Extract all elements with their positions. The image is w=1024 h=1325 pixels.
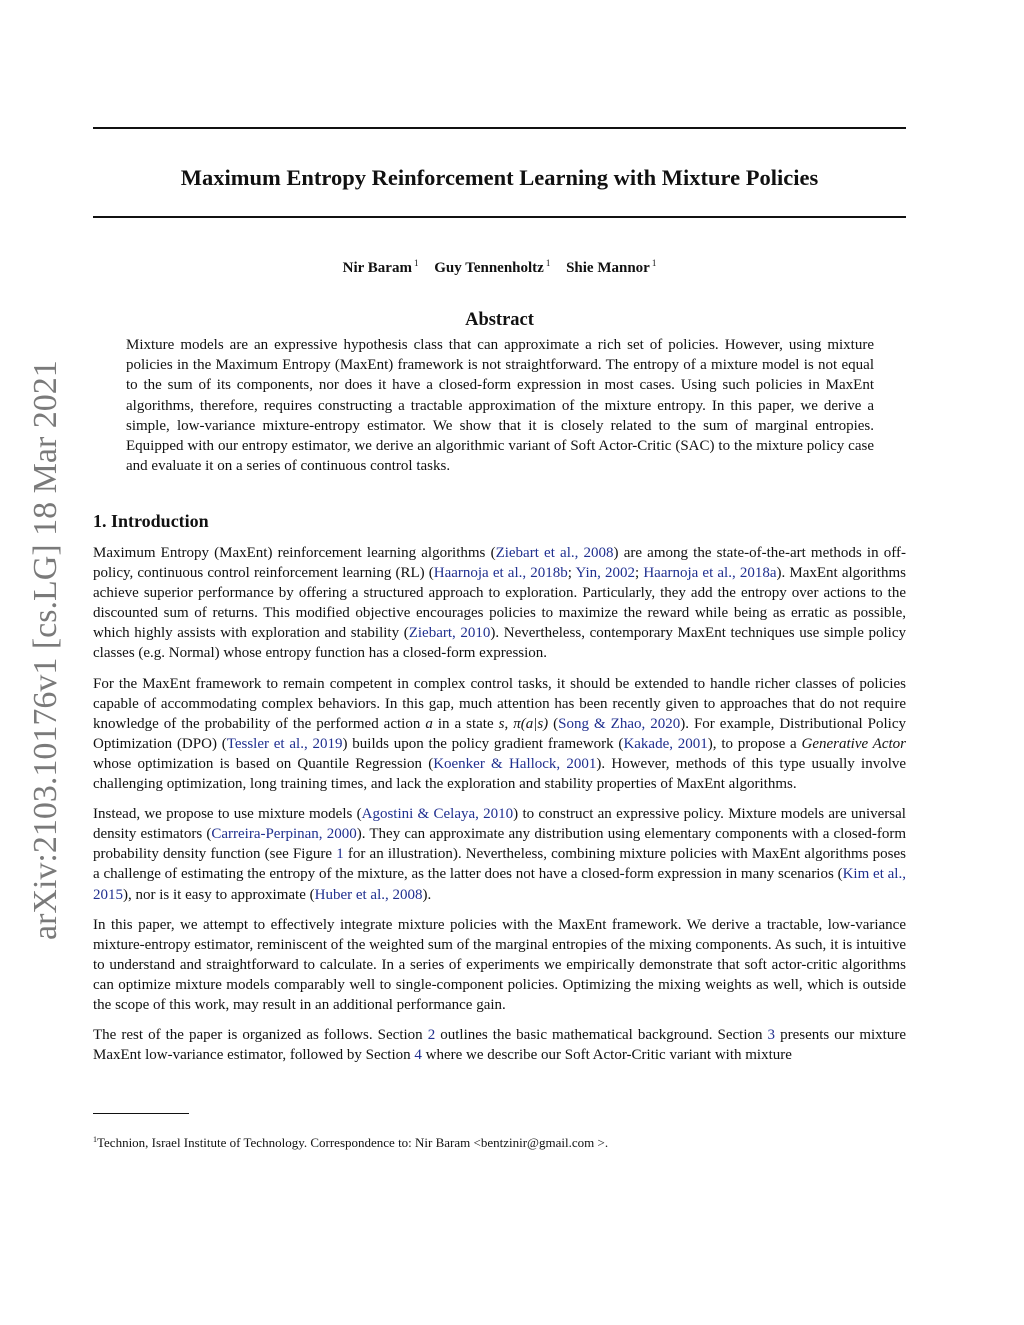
- text-run: Instead, we propose to use mixture models (: [93, 806, 362, 823]
- text-run: For the MaxEnt framework to remain competent in complex control tasks, it should be extended to handle richer classes of policies capable of accommodating complex behaviors. In this gap, much attention has been recently given to approaches that do not require knowledge of the probability of the performed action: [93, 675, 906, 732]
- citation-link[interactable]: Yin, 2002: [575, 565, 636, 582]
- paragraph: [93, 804, 906, 904]
- citation-link[interactable]: Tessler et al., 2019: [226, 735, 343, 752]
- text-run: ), to propose a: [707, 735, 802, 752]
- author: [434, 260, 550, 276]
- footnote-text: Technion, Israel Institute of Technology. Correspondence to: Nir Baram <bentzinir@gmail.com >.: [97, 1135, 609, 1150]
- citation-link[interactable]: Haarnoja et al., 2018b: [433, 565, 568, 582]
- author-name: Guy Tennenholtz: [434, 260, 544, 276]
- citation-link[interactable]: Kakade, 2001: [623, 735, 708, 752]
- section-reference-link[interactable]: 4: [414, 1047, 422, 1064]
- citation-link[interactable]: Ziebart et al., 2008: [495, 545, 614, 561]
- text-run: ). Nevertheless, contemporary MaxEnt techniques use simple policy classes (e.g. Normal) whose entropy function has a closed-form expression.: [93, 625, 906, 662]
- text-run: Maximum Entropy (MaxEnt) reinforcement learning algorithms (: [93, 545, 496, 561]
- math-symbol: a: [425, 715, 433, 732]
- footnote-rule: [93, 1113, 189, 1114]
- author-affiliation-mark: 1: [651, 258, 657, 268]
- section-reference-link[interactable]: 3: [767, 1027, 776, 1044]
- text-run: ) builds upon the policy gradient framework (: [342, 735, 624, 752]
- text-run: presents our mixture MaxEnt low-variance estimator, followed by Section: [93, 1027, 906, 1064]
- text-run: ), nor is it easy to approximate (: [123, 886, 315, 903]
- text-run: ) to construct an expressive policy. Mixture models are universal density estimators (: [93, 806, 906, 843]
- citation-link[interactable]: Agostini & Celaya, 2010: [361, 806, 514, 823]
- text-run: ;: [567, 565, 576, 582]
- emphasis: Generative Actor: [801, 735, 906, 752]
- figure-reference-link[interactable]: 1: [336, 846, 344, 863]
- citation-link[interactable]: Song & Zhao, 2020: [558, 715, 681, 732]
- text-run: ,: [504, 715, 514, 732]
- text-run: for an illustration). Nevertheless, combining mixture policies with MaxEnt algorithms poses a challenge of estimating the entropy of the mixture, as the latter does not have a closed-form expression in many scenarios (: [93, 846, 907, 883]
- text-run: ) are among the state-of-the-art methods in off-policy, continuous control reinforcement learning (RL) (: [93, 545, 906, 582]
- text-run: ). MaxEnt algorithms achieve superior performance by offering a structured approach to exploration. Particularly, they add the entropy over actions to the discounted sum of returns. This modified objective encourages policies to maximize the reward while being as erratic as possible, which highly assists with exploration and stability (: [93, 565, 906, 642]
- section-reference-link[interactable]: 2: [427, 1027, 436, 1044]
- section-heading-introduction: 1. Introduction: [93, 511, 209, 531]
- citation-link[interactable]: Huber et al., 2008: [314, 886, 423, 903]
- title-top-rule: [93, 127, 906, 129]
- paragraph: [93, 1025, 906, 1065]
- footnote-mark: 1: [93, 1135, 97, 1144]
- paragraph: [93, 674, 906, 795]
- citation-link[interactable]: Koenker & Hallock, 2001: [433, 755, 597, 772]
- footnote: [93, 1131, 906, 1151]
- citation-link[interactable]: Ziebart, 2010: [408, 625, 491, 642]
- author-affiliation-mark: 1: [413, 258, 419, 268]
- author-affiliation-mark: 1: [545, 258, 551, 268]
- author: [343, 260, 419, 276]
- text-run: in a state: [432, 715, 499, 732]
- text-run: ;: [635, 565, 644, 582]
- abstract-text: Mixture models are an expressive hypothesis class that can approximate a rich set of policies. However, using mixture policies in the Maximum Entropy (MaxEnt) framework is not straightforward. The entropy of a mixture model is not equal to the sum of its components, nor does it have a closed-form expression in most cases. Using such policies in MaxEnt algorithms, therefore, requires constructing a tractable approximation of the mixture entropy. In this paper, we derive a simple, low-variance mixture-entropy estimator. We show that it is closely related to the sum of marginal entropies. Equipped with our entropy estimator, we derive an algorithmic variant of Soft Actor-Critic (SAC) to the mixture policy case and evaluate it on a series of continuous control tasks.: [126, 337, 874, 475]
- citation-link[interactable]: Carreira-Perpinan, 2000: [211, 826, 357, 843]
- text-run: outlines the basic mathematical background. Section: [435, 1027, 768, 1044]
- text-run: ). However, methods of this type usually involve challenging optimization, long training times, and lack the exploration and stability properties of MaxEnt algorithms.: [93, 755, 907, 793]
- math-expression: π(a|s): [513, 715, 549, 732]
- text-run: ).: [422, 886, 432, 903]
- text-run: ). For example, Distributional Policy Optimization (DPO) (: [93, 715, 906, 752]
- citation-link[interactable]: Kim et al., 2015: [93, 866, 906, 903]
- paragraph: In this paper, we attempt to effectively integrate mixture policies with the MaxEnt framework. We derive a tractable, low-variance mixture-entropy estimator, reminiscent of the weighted sum of the marginal entropies of the mixing components. As such, it is intuitive to understand and straightforward to calculate. In a series of experiments we empirically demonstrate that soft actor-critic algorithms can optimize mixture models comparably well to single-component policies. Optimizing the mixing weights as well, which is outside the scope of this work, may result in an additional performance gain.: [93, 916, 906, 1013]
- author-name: Shie Mannor: [566, 260, 650, 276]
- title-bottom-rule: [93, 216, 906, 218]
- abstract-heading: Abstract: [465, 310, 534, 330]
- text-run: The rest of the paper is organized as follows. Section: [93, 1027, 428, 1044]
- citation-link[interactable]: Haarnoja et al., 2018a: [643, 565, 777, 582]
- paper-title: Maximum Entropy Reinforcement Learning with Mixture Policies: [180, 165, 819, 190]
- text-run: whose optimization is based on Quantile Regression (: [93, 755, 434, 772]
- author: [566, 260, 656, 276]
- paragraph: [93, 543, 906, 664]
- text-run: where we describe our Soft Actor-Critic variant with mixture: [421, 1047, 792, 1064]
- author-name: Nir Baram: [342, 260, 412, 276]
- text-run: ). They can approximate any distribution using elementary components with a closed-form probability density function (see Figure: [93, 826, 906, 863]
- math-symbol: s: [498, 715, 505, 732]
- arxiv-identifier-stamp: arXiv:2103.10176v1 [cs.LG] 18 Mar 2021: [27, 360, 64, 940]
- introduction-body: [93, 543, 906, 1075]
- text-run: (: [548, 715, 559, 732]
- author-list: [93, 253, 906, 278]
